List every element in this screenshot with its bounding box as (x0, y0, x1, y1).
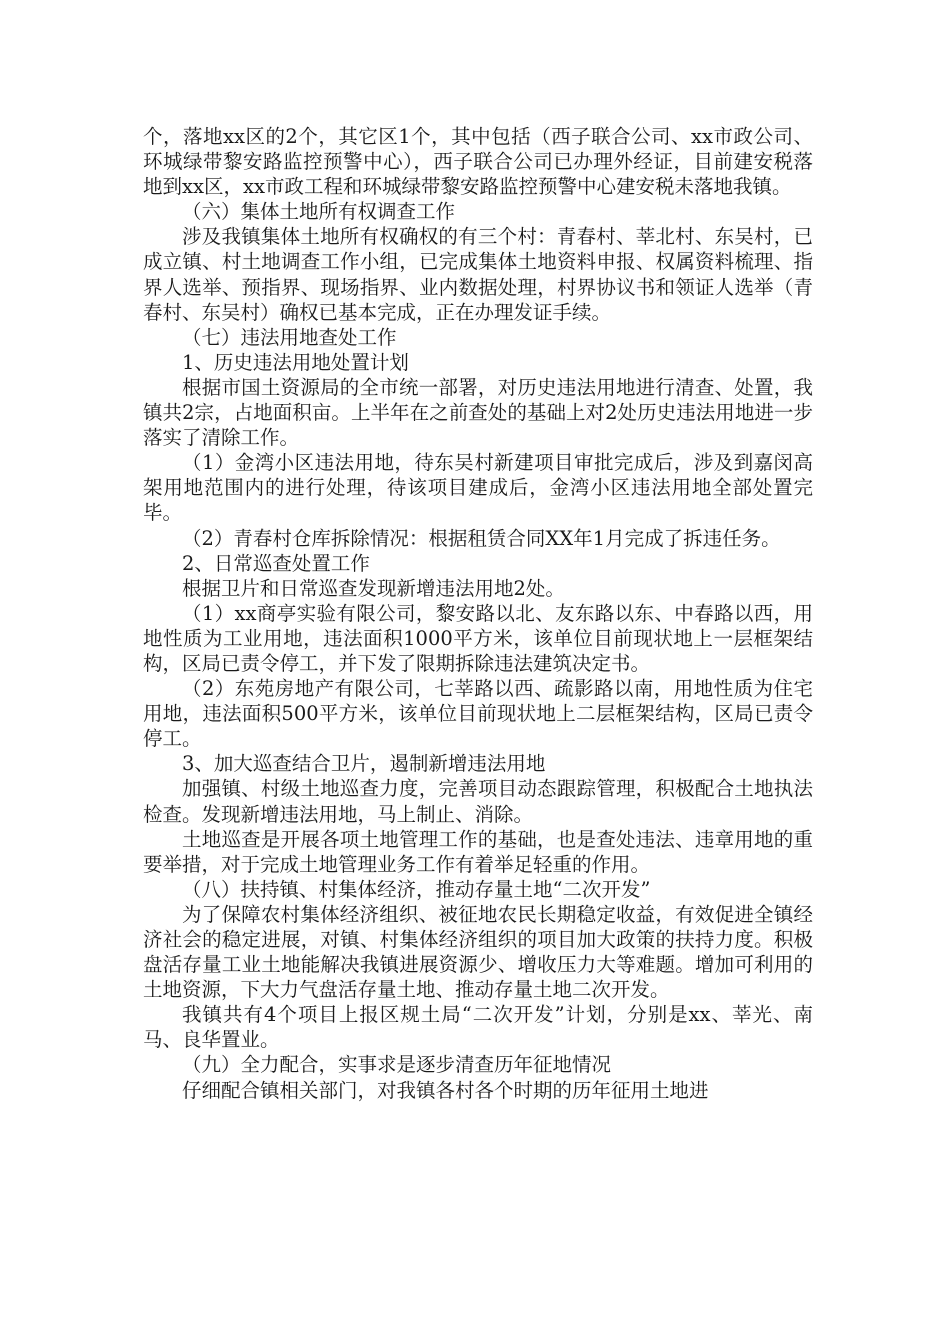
paragraph: （八）扶持镇、村集体经济，推动存量土地“二次开发” (182, 877, 651, 901)
paragraph: 2、日常巡查处置工作 (182, 551, 370, 575)
paragraph: 根据卫片和日常巡查发现新增违法用地2处。 (182, 576, 565, 600)
paragraph: 根据市国土资源局的全市统一部署，对历史违法用地进行清查、处置，我镇共2宗，占地面积亩。上半年在之前查处的基础上对2处历史违法用地进一步落实了清除工作。 (143, 375, 813, 450)
paragraph: （2）青春村仓库拆除情况：根据租赁合同XX年1月完成了拆违任务。 (182, 526, 781, 550)
paragraph: （1）金湾小区违法用地，待东吴村新建项目审批完成后，涉及到嘉闵高架用地范围内的进行处理，待该项目建成后，金湾小区违法用地全部处置完毕。 (143, 451, 813, 525)
paragraph: 土地巡查是开展各项土地管理工作的基础，也是查处违法、违章用地的重要举措，对于完成土地管理业务工作有着举足轻重的作用。 (143, 827, 813, 876)
paragraph: 加强镇、村级土地巡查力度，完善项目动态跟踪管理，积极配合土地执法检查。发现新增违法用地，马上制止、消除。 (143, 777, 813, 826)
document-body (143, 124, 813, 1103)
paragraph: 个，落地xx区的2个，其它区1个，其中包括（西子联合公司、xx市政公司、环城绿带黎安路监控预警中心），西子联合公司已办理外经证，目前建安税落地到xx区，xx市政工程和环城绿带黎安路监控预警中心建安税未落地我镇。 (143, 125, 813, 199)
paragraph: （2）东苑房地产有限公司，七莘路以西、疏影路以南，用地性质为住宅用地，违法面积500平方米，该单位目前现状地上二层框架结构，区局已责令停工。 (143, 677, 813, 751)
paragraph: （1）xx商亭实验有限公司，黎安路以北、友东路以东、中春路以西，用地性质为工业用地，违法面积1000平方米，该单位目前现状地上一层框架结构，区局已责令停工，并下发了限期拆除违法建筑决定书。 (143, 601, 813, 675)
paragraph: （七）违法用地查处工作 (182, 325, 397, 349)
paragraph: 涉及我镇集体土地所有权确权的有三个村：青春村、莘北村、东吴村，已成立镇、村土地调查工作小组，已完成集体土地资料申报、权属资料梳理、指界人选举、预指界、现场指界、业内数据处理，村界协议书和领证人选举（青春村、东吴村）确权已基本完成，正在办理发证手续。 (143, 225, 813, 324)
paragraph: 3、加大巡查结合卫片，遏制新增违法用地 (182, 752, 546, 776)
paragraph: 我镇共有4个项目上报区规土局“二次开发”计划，分别是xx、莘光、南马、良华置业。 (143, 1003, 813, 1052)
paragraph: 为了保障农村集体经济组织、被征地农民长期稳定收益，有效促进全镇经济社会的稳定进展，对镇、村集体经济组织的项目加大政策的扶持力度。积极盘活存量工业土地能解决我镇进展资源少、增收压力大等难题。增加可利用的土地资源，下大力气盘活存量土地、推动存量土地二次开发。 (143, 902, 813, 1002)
paragraph: 1、历史违法用地处置计划 (182, 350, 409, 374)
paragraph: （六）集体土地所有权调查工作 (182, 200, 456, 224)
paragraph: 仔细配合镇相关部门，对我镇各村各个时期的历年征用土地进 (182, 1078, 709, 1102)
paragraph: （九）全力配合，实事求是逐步清查历年征地情况 (182, 1053, 612, 1077)
